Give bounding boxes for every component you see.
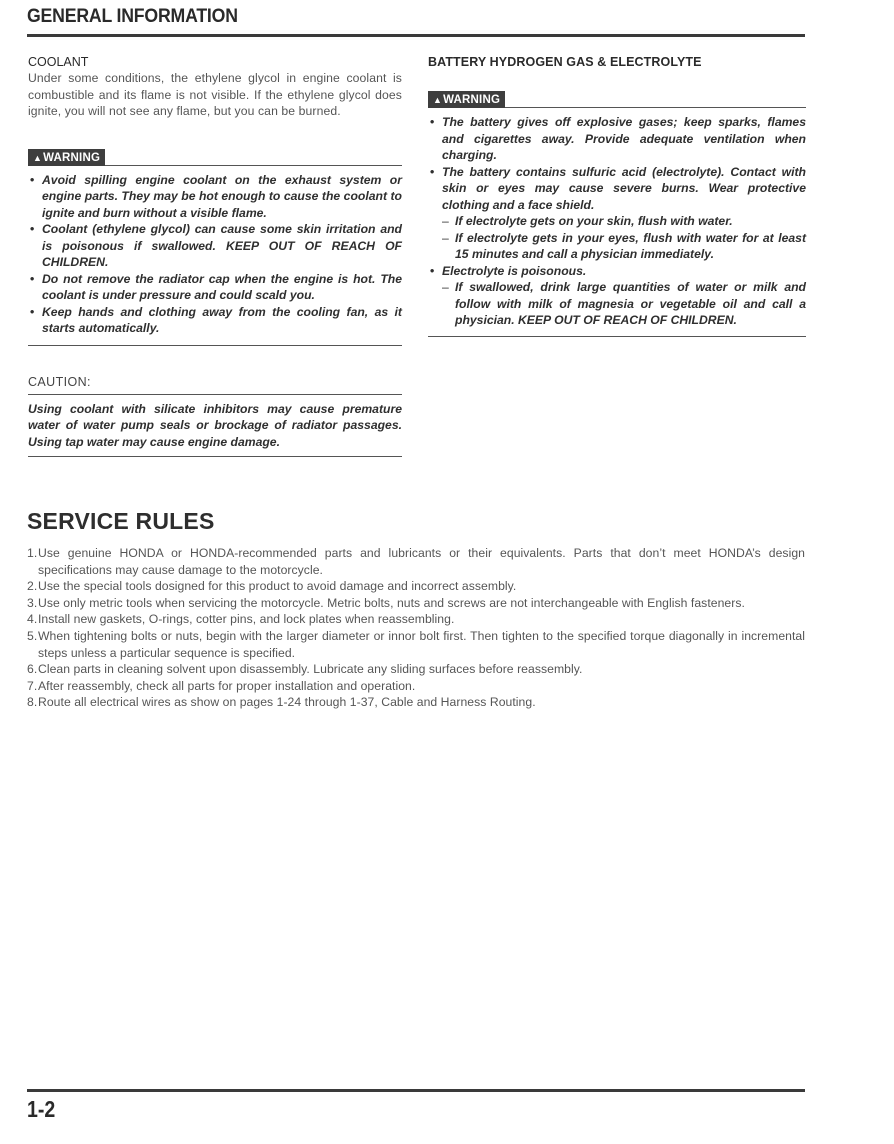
warning-divider: [505, 107, 806, 108]
rule-text: Route all electrical wires as show on pages 1-24 through 1-37, Cable and Harness Routing.: [38, 695, 536, 710]
rule-text: Use only metric tools when servicing the motorcycle. Metric bolts, nuts and screws are not interchangeable with English fasteners.: [38, 595, 745, 610]
warning-sub-item: – If electrolyte gets in your eyes, flush with water for at least 15 minutes and call a physician immediately.: [442, 230, 806, 263]
battery-section: [428, 54, 806, 337]
rule-item: [27, 578, 805, 595]
rule-item: [27, 694, 805, 711]
warning-triangle-icon: ▲: [433, 95, 443, 105]
rule-text: Install new gaskets, O-rings, cotter pins, and lock plates when reassembling.: [38, 612, 455, 627]
coolant-title: COOLANT: [28, 55, 89, 69]
warning-sub-item: – If electrolyte gets on your skin, flush with water.: [442, 213, 806, 230]
rule-text: When tightening bolts or nuts, begin with the larger diameter or innor bolt first. Then tighten to the specified torque diagonally in incremental steps unless a particular sequence is specified.: [38, 628, 805, 660]
rule-text: Clean parts in cleaning solvent upon disassembly. Lubricate any sliding surfaces before reassembly.: [38, 662, 583, 677]
warning-divider: [105, 165, 402, 166]
battery-warning-header: [428, 91, 806, 108]
rule-number: 8.: [27, 695, 38, 710]
header-divider: [27, 34, 805, 37]
warning-badge-label: WARNING: [443, 94, 501, 106]
warning-badge: [428, 91, 505, 108]
warning-item-text: Electrolyte is poisonous.: [442, 263, 587, 278]
rule-number: 6.: [27, 662, 38, 677]
rule-number: 4.: [27, 612, 38, 627]
coolant-body: Under some conditions, the ethylene glycol in engine coolant is combustible and its flame is not visible. If the ethylene glycol does ignite, you will not see any flame, but you can be burned.: [28, 71, 402, 118]
warning-item-text: The battery contains sulfuric acid (electrolyte). Contact with skin or eyes may cause severe burns. Wear protective clothing and a face shield.: [442, 164, 806, 212]
warning-item: • Coolant (ethylene glycol) can cause some skin irritation and is poisonous if swallowed. KEEP OUT OF REACH OF CHILDREN.: [28, 221, 402, 271]
warning-triangle-icon: ▲: [33, 152, 43, 163]
warning-end-divider: [428, 336, 806, 337]
rule-item: [27, 545, 805, 578]
warning-item: [428, 263, 806, 329]
rule-item: [27, 628, 805, 661]
coolant-section: [28, 54, 402, 457]
battery-warning-list: [428, 114, 806, 329]
rule-text: After reassembly, check all parts for proper installation and operation.: [38, 678, 416, 693]
warning-item: • Keep hands and clothing away from the cooling fan, as it starts automatically.: [28, 304, 402, 337]
rule-item: [27, 678, 805, 695]
rule-number: 7.: [27, 678, 38, 693]
service-rules-list: [27, 545, 805, 711]
rule-item: [27, 595, 805, 612]
caution-divider: [28, 394, 402, 395]
rule-number: 1.: [27, 546, 38, 560]
warning-item: [428, 114, 806, 164]
page-header-title: GENERAL INFORMATION: [27, 6, 238, 27]
warning-item-text: The battery gives off explosive gases; keep sparks, flames and cigarettes away. Provide adequate ventilation when charging.: [442, 115, 806, 162]
warning-sub-list: [442, 279, 806, 329]
caution-end-divider: [28, 456, 402, 457]
coolant-warning-header: [28, 149, 402, 166]
warning-sub-list: [442, 213, 806, 263]
rule-text: Use genuine HONDA or HONDA-recommended parts and lubricants or their equivalents. Parts that don’t meet HONDA’s design specifications may cause damage to the motorcycle.: [38, 546, 805, 577]
warning-badge-label: WARNING: [43, 151, 101, 164]
coolant-warning-list: [28, 172, 402, 337]
footer-divider: [27, 1089, 805, 1092]
caution-label: CAUTION:: [28, 374, 91, 389]
rule-item: [27, 611, 805, 628]
warning-item: [428, 164, 806, 263]
warning-sub-item: – If swallowed, drink large quantities of water or milk and follow with milk of magnesia or vegetable oil and call a physician. KEEP OUT OF REACH OF CHILDREN.: [442, 279, 806, 329]
warning-badge: [28, 149, 105, 166]
caution-text: Using coolant with silicate inhibitors may cause premature water of water pump seals or brockage of radiator passages. Using tap water may cause engine damage.: [28, 401, 402, 449]
warning-item: • Avoid spilling engine coolant on the exhaust system or engine parts. They may be hot enough to cause the coolant to ignite and burn without a visible flame.: [28, 172, 402, 222]
rule-number: 3.: [27, 595, 38, 610]
page-number: 1-2: [27, 1096, 56, 1122]
rule-item: [27, 661, 805, 678]
rule-text: Use the special tools dosigned for this product to avoid damage and incorrect assembly.: [38, 579, 517, 594]
warning-item: • Do not remove the radiator cap when the engine is hot. The coolant is under pressure and could scald you.: [28, 271, 402, 304]
rule-number: 5.: [27, 628, 38, 643]
battery-title: BATTERY HYDROGEN GAS & ELECTROLYTE: [428, 55, 702, 69]
rule-number: 2.: [27, 579, 38, 594]
service-rules-title: SERVICE RULES: [27, 508, 215, 534]
